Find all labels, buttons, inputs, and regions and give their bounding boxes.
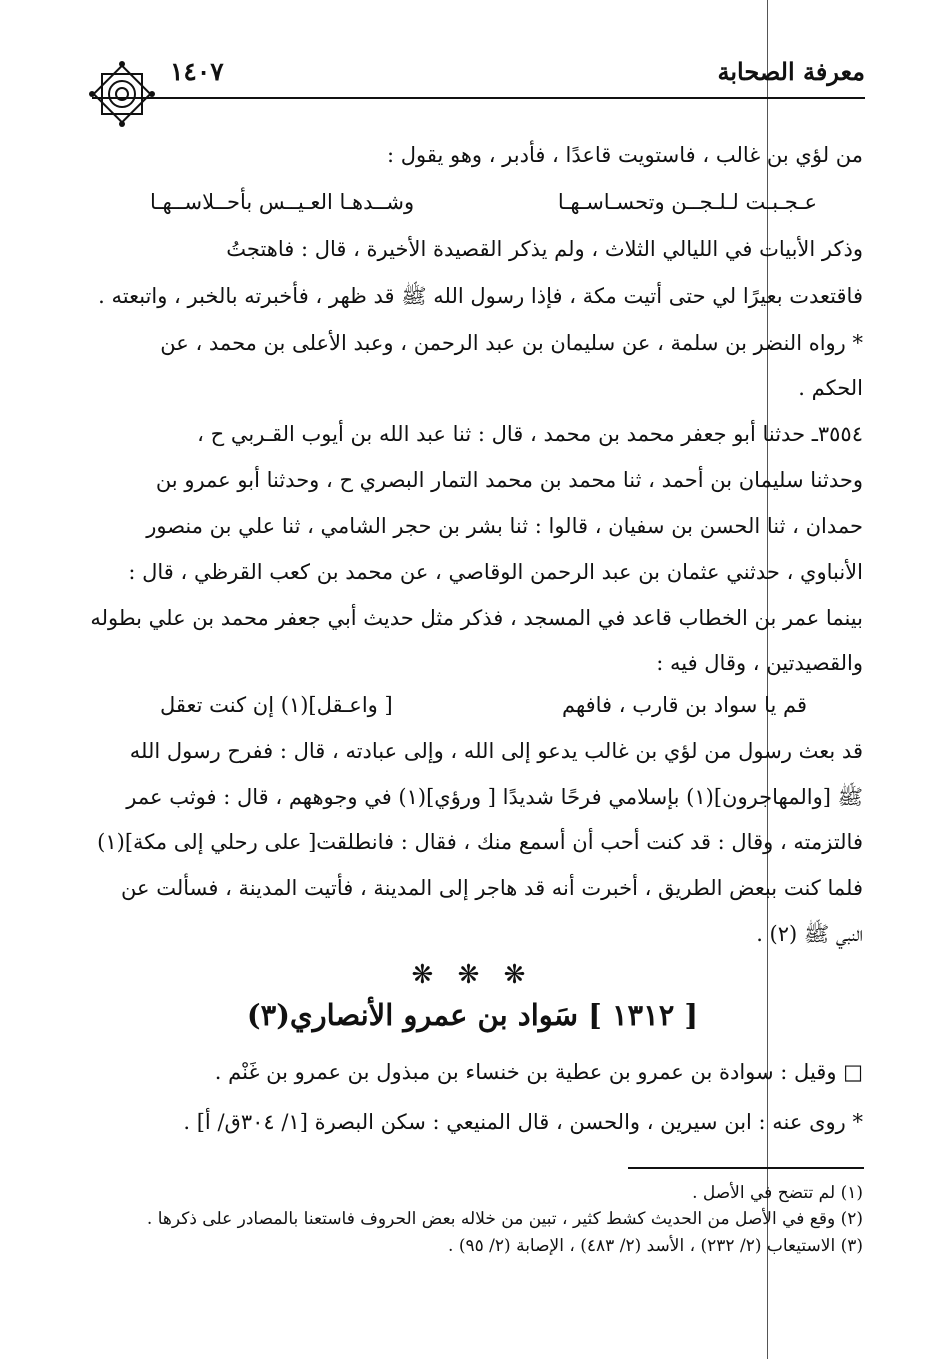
text-line: * رواه النضر بن سلمة ، عن سليمان بن عبد الرحمن ، وعبد الأعلى بن محمد ، عن xyxy=(160,331,863,355)
verse-hemistich-right: قم يا سواد بن قارب ، فافهم xyxy=(561,693,807,717)
verse-hemistich-right: عـجـبـت لـلـجــن وتحسـاسـهـا xyxy=(557,190,817,214)
page-number: ١٤٠٧ xyxy=(170,57,224,86)
header-rule xyxy=(92,97,865,99)
text-line: فلما كنت ببعض الطريق ، أخبرت أنه قد هاجر إلى المدينة ، فأتيت المدينة ، فسألت عن xyxy=(121,876,863,900)
text-line: فاقتعدت بعيرًا لي حتى أتيت مكة ، فإذا رسول الله ﷺ قد ظهر ، فأخبرته بالخبر ، واتبعته . xyxy=(98,284,863,308)
header-title: معرفة الصحابة xyxy=(717,57,865,86)
hadith-number-line: ٣٥٥٤ـ حدثنا أبو جعفر محمد بن محمد ، قال : ثنا عبد الله بن أيوب القـربي ح ، xyxy=(197,422,863,446)
footnote: (٢) وقع في الأصل من الحديث كشط كثير ، تبين من خلاله بعض الحروف فاستعنا بالمصادر على ذكرها . xyxy=(146,1209,863,1230)
text-line: فالتزمته ، وقال : قد كنت أحب أن أسمع منك ، فقال : فانطلقت[ على رحلي إلى مكة](١) xyxy=(97,830,863,854)
text-line: والقصيدتين ، وقال فيه : xyxy=(656,651,863,675)
text-line: النبي ﷺ (٢) . xyxy=(756,922,863,946)
section-divider-stars: ❋ ❋ ❋ xyxy=(411,960,534,990)
text-line: ﷺ [والمهاجرون](١) بإسلامي فرحًا شديدًا [ ورؤي](١) في وجوههم ، قال : فوثب عمر xyxy=(126,785,863,809)
text-line: الحكم . xyxy=(798,376,863,400)
footnote: (١) لم تتضح في الأصل . xyxy=(692,1183,863,1203)
text-line: حمدان ، ثنا الحسن بن سفيان ، قالوا : ثنا بشر بن حجر الشامي ، ثنا علي بن منصور xyxy=(146,514,863,538)
text-line: وحدثنا سليمان بن أحمد ، ثنا محمد بن محمد التمار البصري ح ، وحدثنا أبو عمرو بن xyxy=(155,468,863,492)
section-title: [ ١٣١٢ ] سَواد بن عمرو الأنصاري(٣) xyxy=(246,998,699,1032)
text-line: وذكر الأبيات في الليالي الثلاث ، ولم يذكر القصيدة الأخيرة ، قال : فاهتجتُ xyxy=(226,237,863,261)
octagram-ornament-icon xyxy=(88,60,156,128)
text-line: قد بعث رسول من لؤي بن غالب يدعو إلى الله ، وإلى عبادته ، قال : ففرح رسول الله xyxy=(129,739,863,763)
verse-hemistich-left: وشــدهـا العـيــس بأحــلاســهـا xyxy=(150,190,415,214)
text-line: * روى عنه : ابن سيرين ، والحسن ، قال المنيعي : سكن البصرة [١/ ٣٠٤ق/ أ] . xyxy=(183,1110,863,1134)
text-line: من لؤي بن غالب ، فاستويت قاعدًا ، فأدبر ، وهو يقول : xyxy=(386,143,863,167)
footnotes xyxy=(98,1180,863,1259)
text-line: الأنباوي ، حدثني عثمان بن عبد الرحمن الوقاصي ، عن محمد بن كعب القرظي ، قال : xyxy=(128,560,863,584)
text-line: بينما عمر بن الخطاب قاعد في المسجد ، فذكر مثل حديث أبي جعفر محمد بن علي بطوله xyxy=(90,606,863,630)
verse-hemistich-left: [ واعـقل](١) إن كنت تعقل xyxy=(160,693,393,717)
text-line: □ وقيل : سوادة بن عمرو بن عطية بن خنساء بن مبذول بن عمرو بن غَنْم . xyxy=(214,1060,863,1084)
footnote-rule xyxy=(628,1167,864,1169)
running-header xyxy=(92,55,865,99)
footnote: (٣) الاستيعاب (٢/ ٢٣٢) ، الأسد (٢/ ٤٨٣) ، الإصابة (٢/ ٩٥) . xyxy=(448,1235,863,1256)
